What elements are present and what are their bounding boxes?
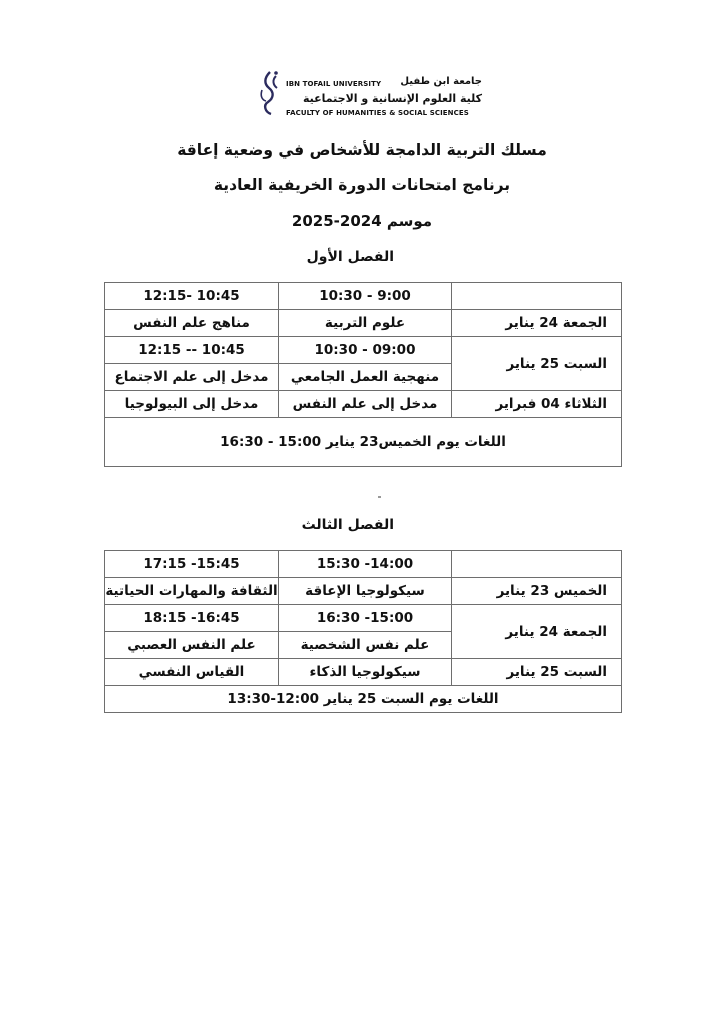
table-row [105,605,622,632]
exam-subject: علم النفس العصبي [105,632,279,659]
table-row [105,551,622,578]
exam-subject: علوم التربية [279,310,452,337]
exam-time: 10:45 -- 12:15 [105,337,279,364]
season-label: موسم 2024-2025 [291,212,433,230]
exam-day: الخميس 23 يناير [452,578,622,605]
logo-english-faculty: FACULTY OF HUMANITIES & SOCIAL SCIENCES [286,109,469,117]
exam-subject: مدخل إلى علم النفس [279,391,452,418]
exam-subject: مناهج علم النفس [105,310,279,337]
table-row [105,283,622,310]
semester1-table [104,282,622,467]
table-row [105,686,622,713]
university-logo [256,70,486,122]
table-row [105,659,622,686]
exam-day: الثلاثاء 04 فبراير [452,391,622,418]
exam-time: 15:00- 16:30 [279,605,452,632]
table-row [105,578,622,605]
exam-subject: مدخل إلى علم الاجتماع [105,364,279,391]
exam-day: السبت 25 يناير [452,659,622,686]
time-slot-1: 14:00- 15:30 [279,551,452,578]
table-row [105,418,622,467]
table-row [105,310,622,337]
exam-program-subtitle: برنامج امتحانات الدورة الخريفية العادية [213,176,511,194]
exam-subject: علم نفس الشخصية [279,632,452,659]
table-row [105,337,622,364]
time-slot-1: 9:00 - 10:30 [279,283,452,310]
exam-subject: سيكولوجيا الذكاء [279,659,452,686]
stray-mark [378,496,381,498]
semester3-table [104,550,622,713]
exam-time: 16:45- 18:15 [105,605,279,632]
time-slot-2: 15:45- 17:15 [105,551,279,578]
languages-exam-note: اللغات يوم السبت 25 يناير 12:00-13:30 [105,686,622,713]
exam-subject: الثقافة والمهارات الحياتية [105,578,279,605]
languages-exam-note: اللغات يوم الخميس23 يناير 15:00 - 16:30 [105,418,622,467]
semester1-title: الفصل الأول [306,249,394,265]
university-emblem-icon [256,70,284,118]
exam-day: الجمعة 24 يناير [452,605,622,659]
table-row [105,391,622,418]
logo-arabic-university: جامعة ابن طفيل [400,76,482,87]
logo-arabic-faculty: كلية العلوم الإنسانية و الاجتماعية [302,92,482,105]
semester3-title: الفصل الثالث [301,517,394,533]
empty-cell [452,551,622,578]
exam-time: 09:00 - 10:30 [279,337,452,364]
exam-day: السبت 25 يناير [452,337,622,391]
exam-subject: منهجية العمل الجامعي [279,364,452,391]
exam-day: الجمعة 24 يناير [452,310,622,337]
exam-subject: القياس النفسي [105,659,279,686]
time-slot-2: 10:45 -12:15 [105,283,279,310]
program-title: مسلك التربية الدامجة للأشخاص في وضعية إعاقة [177,141,547,159]
logo-english-university: IBN TOFAIL UNIVERSITY [286,80,382,88]
exam-subject: مدخل إلى البيولوجيا [105,391,279,418]
empty-cell [452,283,622,310]
exam-subject: سيكولوجيا الإعاقة [279,578,452,605]
